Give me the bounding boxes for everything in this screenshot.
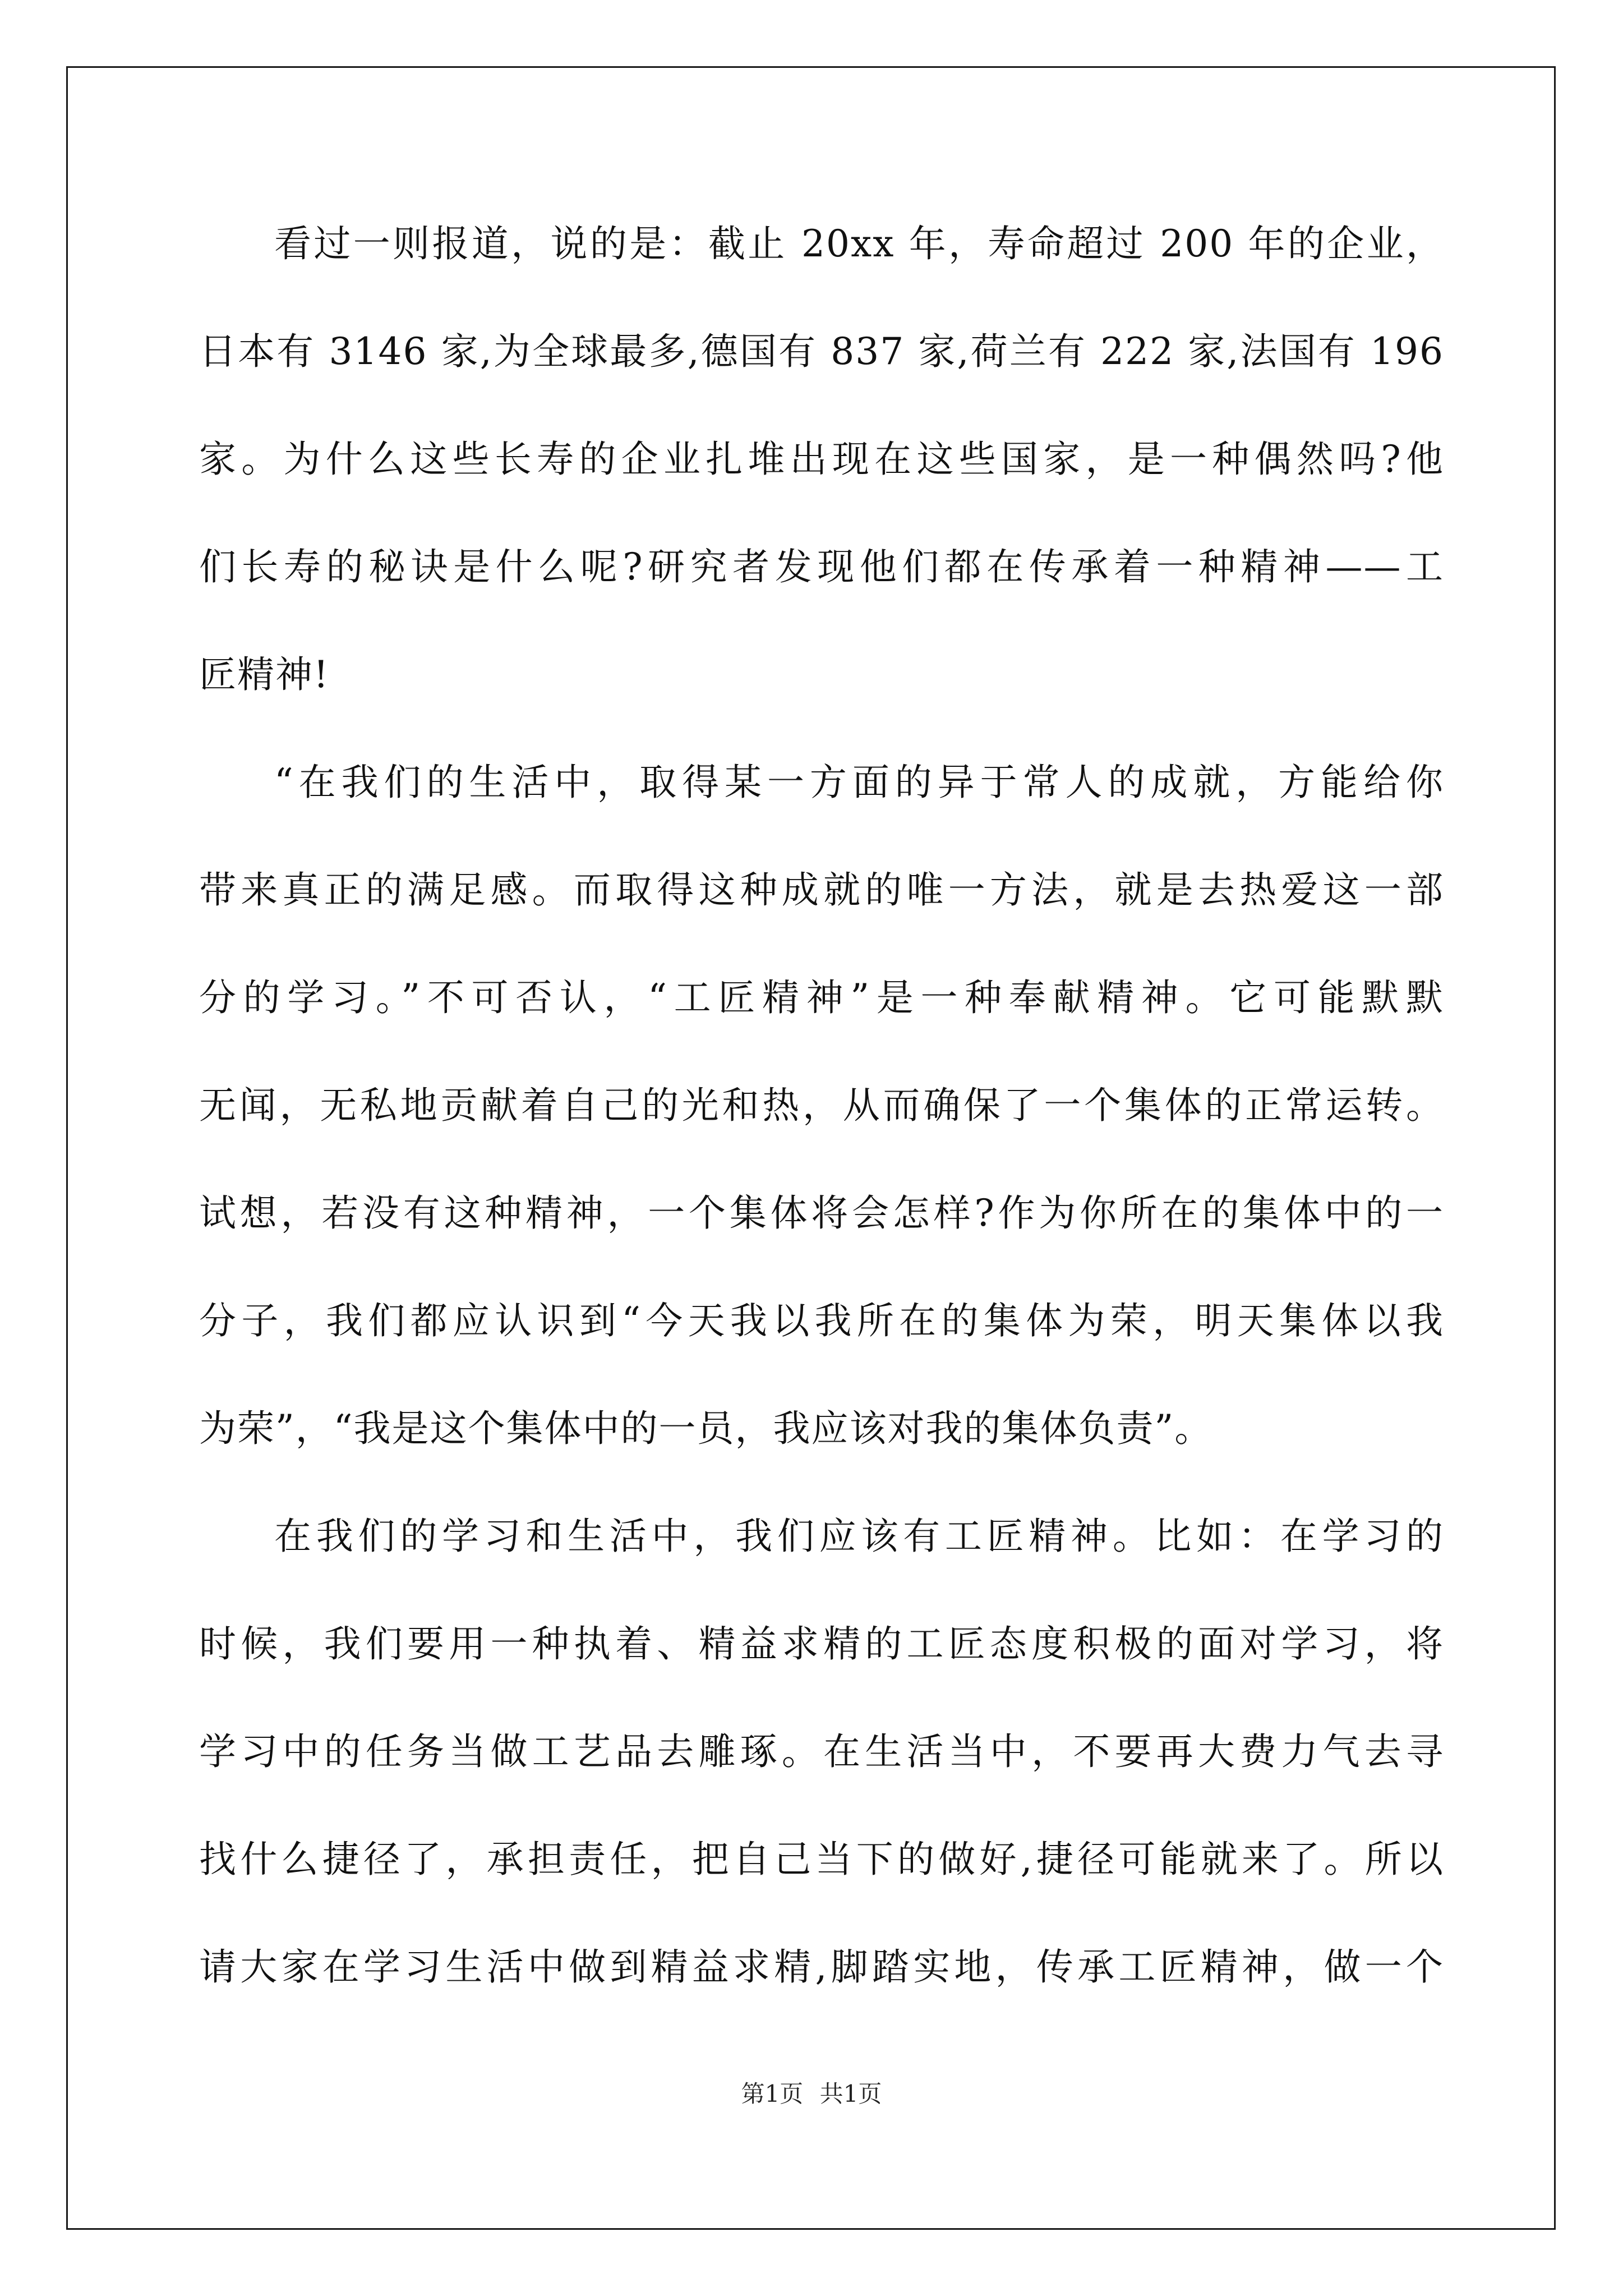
text-line: 时候，我们要用一种执着、精益求精的工匠态度积极的面对学习，将 <box>199 1622 1444 1665</box>
text-line: 带来真正的满足感。而取得这种成就的唯一方法，就是去热爱这一部 <box>199 868 1444 912</box>
page-total: 共1页 <box>819 2080 882 2108</box>
text-line: 分的学习。”不可否认，“工匠精神”是一种奉献精神。它可能默默 <box>199 976 1444 1019</box>
page-border <box>66 66 1556 2230</box>
page-footer <box>0 2078 1623 2110</box>
text-line: 在我们的学习和生活中，我们应该有工匠精神。比如：在学习的 <box>274 1515 1444 1558</box>
text-line: 找什么捷径了，承担责任，把自己当下的做好,捷径可能就来了。所以 <box>199 1838 1444 1881</box>
text-line: 分子，我们都应认识到“今天我以我所在的集体为荣，明天集体以我 <box>199 1299 1444 1342</box>
text-line: 请大家在学习生活中做到精益求精,脚踏实地，传承工匠精神，做一个 <box>199 1945 1444 1989</box>
text-line: 匠精神! <box>199 653 330 696</box>
text-line: 学习中的任务当做工艺品去雕琢。在生活当中，不要再大费力气去寻 <box>199 1730 1444 1773</box>
text-line: 家。为什么这些长寿的企业扎堆出现在这些国家，是一种偶然吗?他 <box>199 438 1444 481</box>
text-line: 们长寿的秘诀是什么呢?研究者发现他们都在传承着一种精神——工 <box>199 545 1444 588</box>
text-line: 日本有 3146 家,为全球最多,德国有 837 家,荷兰有 222 家,法国有 196 <box>199 330 1444 373</box>
text-line: 为荣”，“我是这个集体中的一员，我应该对我的集体负责”。 <box>199 1407 1213 1450</box>
page-number: 第1页 <box>741 2080 804 2108</box>
text-line: 无闻，无私地贡献着自己的光和热，从而确保了一个集体的正常运转。 <box>199 1084 1444 1127</box>
text-line: 试想，若没有这种精神，一个集体将会怎样?作为你所在的集体中的一 <box>199 1191 1444 1235</box>
text-line: 看过一则报道，说的是：截止 20xx 年，寿命超过 200 年的企业， <box>274 222 1444 265</box>
text-line: “在我们的生活中，取得某一方面的异于常人的成就，方能给你 <box>274 761 1444 804</box>
